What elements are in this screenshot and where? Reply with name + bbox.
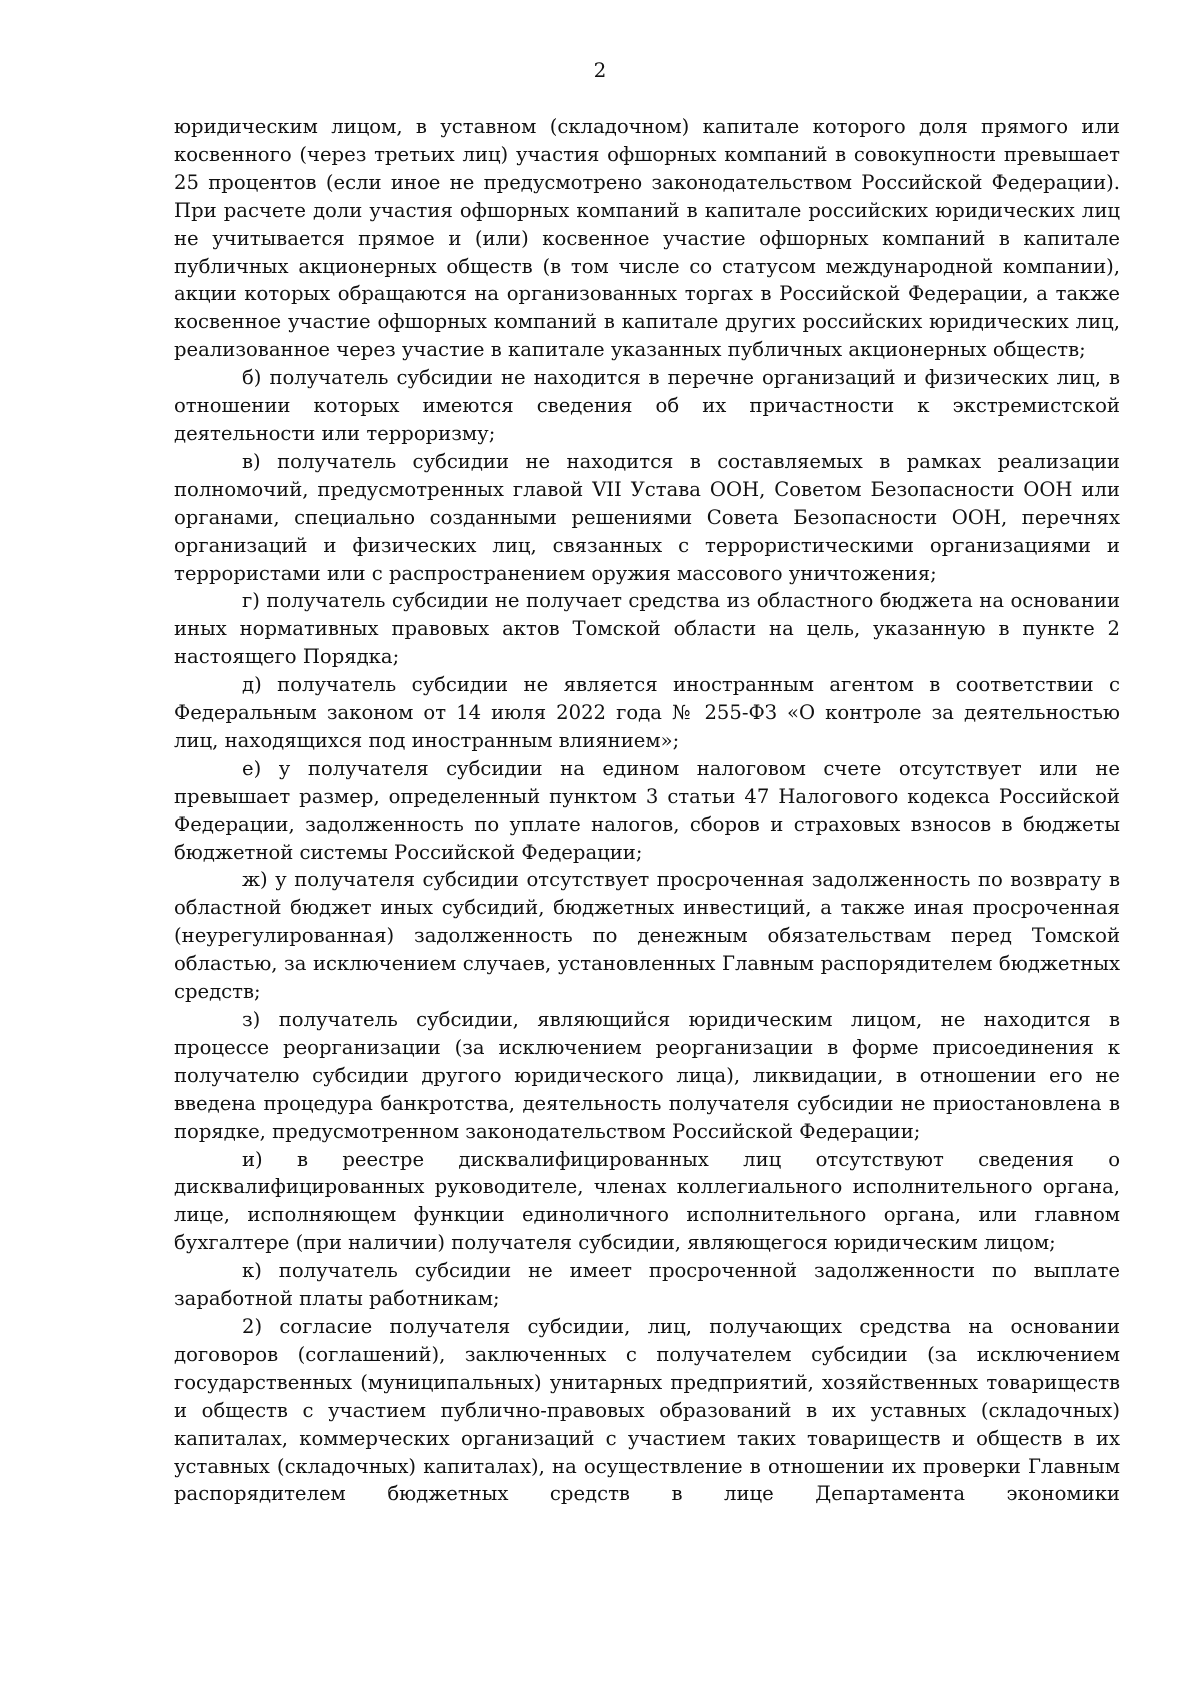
paragraph-continuation: юридическим лицом, в уставном (складочном) капитале которого доля прямого или косвенного (через третьих лиц) участия офшорных компаний в совокупности превышает 25 процентов (если иное не предусмотрено законодательством Российской Федерации). При расчете доли участия офшорных компаний в капитале российских юридических лиц не учитывается прямое и (или) косвенное участие офшорных компаний в капитале публичных акционерных обществ (в том числе со статусом международной компании), акции которых обращаются на организованных торгах в Российской Федерации, а также косвенное участие офшорных компаний в капитале других российских юридических лиц, реализованное через участие в капитале указанных публичных акционерных обществ; [174,115,1120,362]
paragraph-item-e: е) у получателя субсидии на едином налоговом счете отсутствует или не превышает размер, определенный пунктом 3 статьи 47 Налогового кодекса Российской Федерации, задолженность по уплате налогов, сборов и страховых взносов в бюджеты бюджетной системы Российской Федерации; [174,756,1120,864]
paragraph-item-b: б) получатель субсидии не находится в перечне организаций и физических лиц, в отношении которых имеются сведения об их причастности к экстремистской деятельности или терроризму; [174,366,1120,445]
page-number: 2 [593,58,607,82]
paragraph-item-zh: ж) у получателя субсидии отсутствует просроченная задолженность по возврату в областной бюджет иных субсидий, бюджетных инвестиций, а также иная просроченная (неурегулированная) задолженность по денежным обязательствам перед Томской областью, за исключением случаев, установленных Главным распорядителем бюджетных средств; [174,868,1120,1004]
paragraph-item-v: в) получатель субсидии не находится в составляемых в рамках реализации полномочий, предусмотренных главой VII Устава ООН, Советом Безопасности ООН или органами, специально созданными решениями Совета Безопасности ООН, перечнях организаций и физических лиц, связанных с террористическими организациями и террористами или с распространением оружия массового уничтожения; [174,449,1120,585]
paragraph-item-z: з) получатель субсидии, являющийся юридическим лицом, не находится в процессе реорганизации (за исключением реорганизации в форме присоединения к получателю субсидии другого юридического лица), ликвидации, в отношении его не введена процедура банкротства, деятельность получателя субсидии не приостановлена в порядке, предусмотренном законодательством Российской Федерации; [174,1008,1120,1143]
paragraph-item-2: 2) согласие получателя субсидии, лиц, получающих средства на основании договоров (соглашений), заключенных с получателем субсидии (за исключением государственных (муниципальных) унитарных предприятий, хозяйственных товариществ и обществ с участием публично-правовых образований в их уставных (складочных) капиталах, коммерческих организаций с участием таких товариществ и обществ в их уставных (складочных) капиталах), на осуществление в отношении их проверки Главным распорядителем бюджетных средств в лице Департамента экономики [174,1314,1120,1506]
paragraph-item-g: г) получатель субсидии не получает средства из областного бюджета на основании иных нормативных правовых актов Томской области на цель, указанную в пункте 2 настоящего Порядка; [174,589,1120,669]
paragraph-item-k: к) получатель субсидии не имеет просроченной задолженности по выплате заработной платы работникам; [174,1259,1120,1311]
paragraph-item-i: и) в реестре дисквалифицированных лиц отсутствуют сведения о дисквалифицированных руководителе, членах коллегиального исполнительного органа, лице, исполняющем функции единоличного исполнительного органа, или главном бухгалтере (при наличии) получателя субсидии, являющегося юридическим лицом; [174,1147,1120,1255]
paragraph-item-d: д) получатель субсидии не является иностранным агентом в соответствии с Федеральным законом от 14 июля 2022 года № 255-ФЗ «О контроле за деятельностью лиц, находящихся под иностранным влиянием»; [174,673,1120,752]
document-body [174,113,1120,1508]
